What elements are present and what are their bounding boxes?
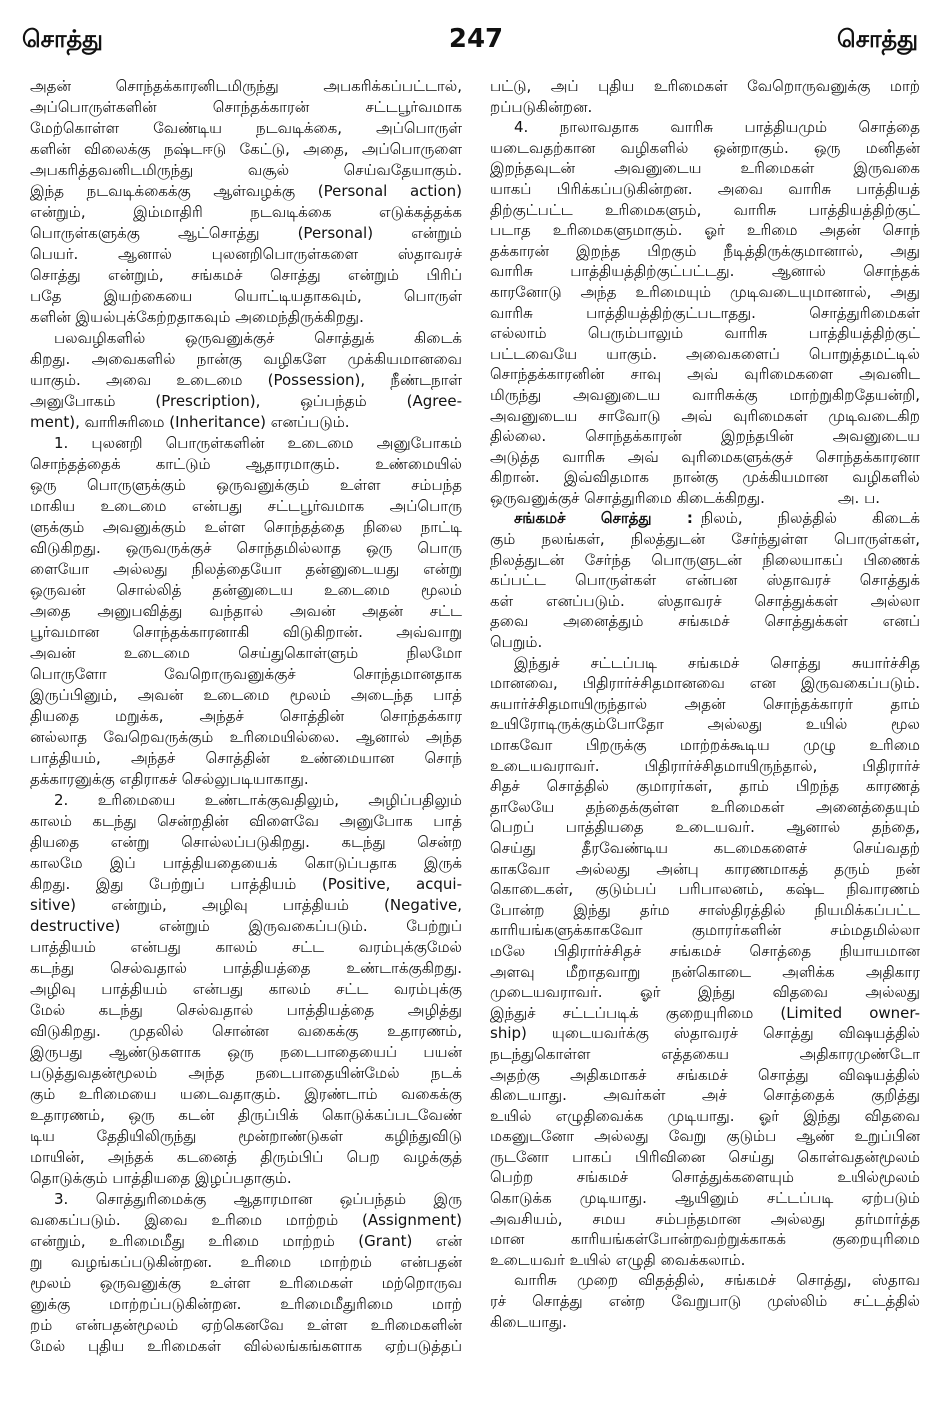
line-text: மகனுடனோ அல்லது வேறு குடும்ப ஆண் உறுப்பின xyxy=(490,1127,920,1146)
text-line xyxy=(30,475,462,496)
text-line xyxy=(490,323,920,344)
text-line xyxy=(30,1000,462,1021)
text-line xyxy=(30,97,462,118)
text-line xyxy=(490,508,920,529)
text-line xyxy=(490,241,920,262)
line-text: பொருள்களுக்கு ஆட்சொத்து (Personal) என்றும் xyxy=(30,224,462,242)
line-text: என்றும், இம்மாதிரி நடவடிக்கை எடுக்கத்தக்க xyxy=(30,203,462,221)
line-text: படுத்துவதன்மூலம் அந்த நடைபாதையின்மேல் நடக் xyxy=(30,1064,462,1082)
line-text: கிடையாது. அவர்கள் அச் சொத்தைக் குறித்து xyxy=(490,1086,920,1105)
text-line xyxy=(30,622,462,643)
running-head-left: சொத்து xyxy=(22,25,103,53)
line-text: ருடனோ பாகப் பிரிவினை செய்து கொள்வதன்மூலம் xyxy=(490,1147,920,1166)
line-text: மாகிய உடைமை என்பது சட்டபூர்வமாக அப்பொரு xyxy=(30,497,462,515)
text-line xyxy=(490,303,920,324)
text-line xyxy=(30,685,462,706)
text-line xyxy=(490,632,920,653)
line-text: காலமே இப் பாத்தியதையைக் கொடுப்பதாக இருக் xyxy=(30,854,462,872)
text-line xyxy=(490,941,920,962)
line-text: காரியங்களுக்காகவோ குமாரர்களின் சம்மதமில்லா xyxy=(490,921,920,940)
text-line xyxy=(30,1294,462,1315)
text-line xyxy=(30,643,462,664)
line-text: இந்த நடவடிக்கைக்கு ஆள்வழக்கு (Personal action) xyxy=(30,182,462,200)
text-line xyxy=(30,223,462,244)
text-line xyxy=(30,853,462,874)
line-text: றப்படுகின்றன. xyxy=(490,97,593,116)
line-text: விடுகிறது. ஒருவருக்குச் சொந்தமில்லாத ஒரு பொரு xyxy=(30,539,462,557)
line-text: பாத்தியம், அந்தச் சொத்தின் உண்மையான சொந் xyxy=(30,749,462,767)
text-line xyxy=(30,727,462,748)
text-line xyxy=(30,1252,462,1273)
line-text: மானவை, பிதிரார்ச்சிதமானவை என இருவகைப்படும். xyxy=(490,674,920,693)
line-text: செய்து தீரவேண்டிய கடமைகளைச் செய்வதற் xyxy=(490,838,920,857)
line-text: சொந்தத்தைக் காட்டும் ஆதாரமாகும். உண்மையில் xyxy=(30,455,462,473)
right-column xyxy=(490,76,920,1376)
line-text: வாரிசு முறை விதத்தில், சங்கமச் சொத்து, ஸ்தாவ xyxy=(514,1271,920,1290)
text-line xyxy=(30,664,462,685)
line-text: மாகவோ பிறருக்கு மாற்றக்கூடிய முழு உரிமை xyxy=(490,736,920,754)
line-text: மேல் கடந்து செல்வதால் பாத்தியத்தை அழித்து xyxy=(30,1001,462,1019)
line-text: மலே பிதிரார்ச்சிதச் சங்கமச் சொத்தை நியாயமான xyxy=(490,941,920,960)
line-text: 1. புலனறி பொருள்களின் உடைமை அனுபோகம் xyxy=(54,434,462,452)
text-line xyxy=(490,76,920,97)
line-text: வாரிசு பாத்தியத்திற்குட்படாதது. சொத்துரிமைகள் xyxy=(490,303,920,322)
paragraph xyxy=(490,117,920,508)
line-text: தாலேயே தந்தைக்குள்ள உரிமைகள் அனைத்தையும் xyxy=(490,797,920,816)
line-text: உடையவராவர். பிதிரார்ச்சிதமாயிருந்தால், பிதிரார்ச் xyxy=(490,756,920,775)
text-line xyxy=(30,748,462,769)
line-text: ஒரு பொருளுக்கும் ஒருவனுக்கும் உள்ள சம்பந்த xyxy=(30,476,462,494)
line-text: களின் இயல்புக்கேற்றதாகவும் அமைந்திருக்கிறது. xyxy=(30,308,364,326)
text-line xyxy=(490,817,920,838)
line-text: தவை அனைத்தும் சங்கமச் சொத்துக்கள் எனப் xyxy=(490,612,920,631)
paragraph xyxy=(490,653,920,1271)
line-text: தொடுக்கும் பாத்தியதை இழப்பதாகும். xyxy=(30,1169,292,1187)
line-text: உயில் எழுதிவைக்க முடியாது. ஓர் இந்து விதவை xyxy=(490,1106,920,1125)
text-line xyxy=(30,1147,462,1168)
text-line xyxy=(30,1336,462,1357)
text-line xyxy=(30,517,462,538)
text-line xyxy=(490,1065,920,1086)
text-line xyxy=(30,391,462,412)
text-line xyxy=(30,1021,462,1042)
text-line xyxy=(490,179,920,200)
line-text: வகைப்படும். இவை உரிமை மாற்றம் (Assignment) xyxy=(30,1211,462,1229)
text-line xyxy=(30,916,462,937)
text-line xyxy=(30,601,462,622)
text-line xyxy=(490,282,920,303)
text-line xyxy=(490,1023,920,1044)
line-text: தியதை என்று சொல்லப்படுகிறது. கடந்து சென்ற xyxy=(30,833,462,851)
line-text: அவசியம், சமய சம்பந்தமான அல்லது தர்மார்த்த xyxy=(490,1209,920,1228)
line-text: என்றும், உரிமைமீது உரிமை மாற்றம் (Grant) என் xyxy=(30,1232,462,1250)
line-text: கிறது. இது பேற்றுப் பாத்தியம் (Positive, acqui- xyxy=(30,875,462,893)
text-line xyxy=(30,706,462,727)
text-line xyxy=(490,364,920,385)
text-line xyxy=(490,1003,920,1024)
text-line xyxy=(490,1229,920,1250)
line-text: யடைவதற்கான வழிகளில் ஒன்றாகும். ஒரு மனிதன் xyxy=(490,138,920,157)
line-text: கிறான். இவ்விதமாக நான்கு முக்கியமான வழிகளில் xyxy=(490,468,920,487)
text-line xyxy=(490,570,920,591)
text-line xyxy=(30,370,462,391)
line-text: கிறது. அவைகளில் நான்கு வழிகளே முக்கியமானவை xyxy=(30,350,462,368)
text-line xyxy=(30,496,462,517)
text-line xyxy=(490,385,920,406)
text-line xyxy=(30,1084,462,1105)
text-line xyxy=(30,139,462,160)
line-text: அவன் உடைமை செய்துகொள்ளும் நிலமோ xyxy=(30,644,462,662)
line-text: இருபது ஆண்டுகளாக ஒரு நடைபாதையைப் பயன் xyxy=(30,1043,462,1061)
text-line xyxy=(30,580,462,601)
line-text: முடையவராவர். ஓர் இந்து விதவை அல்லது xyxy=(490,983,920,1002)
line-text: ளையோ அல்லது நிலத்தையோ தன்னுடையது என்று xyxy=(30,560,462,578)
line-text: யாகும். அவை உடைமை (Possession), நீண்டநாள் xyxy=(30,371,462,389)
line-text: அளவு மீறாதவாறு நன்கொடை அளிக்க அதிகார xyxy=(490,962,920,981)
line-text: படாத உரிமைகளுமாகும். ஓர் உரிமை அதன் சொந் xyxy=(490,221,920,240)
running-head-right: சொத்து xyxy=(837,25,918,53)
line-text: கொடைகள், குடும்பப் பரிபாலனம், கஷ்ட நிவாரணம் xyxy=(490,880,920,899)
paragraph xyxy=(490,1270,920,1332)
paragraph xyxy=(30,1189,462,1357)
text-line xyxy=(30,244,462,265)
text-line xyxy=(490,426,920,447)
line-text: மேற்கொள்ள வேண்டிய நடவடிக்கை, அப்பொருள் xyxy=(30,119,462,137)
line-text: களின் விலைக்கு நஷ்டஈடு கேட்டு, அதை, அப்பொருளை xyxy=(30,140,462,158)
line-text: நிலம், நிலத்தில் கிடைக் xyxy=(700,509,920,528)
text-line xyxy=(490,406,920,427)
text-line xyxy=(30,979,462,1000)
text-line xyxy=(490,714,920,735)
line-text: அழிவு பாத்தியம் என்பது காலம் சட்ட வரம்புக்கு xyxy=(30,980,462,998)
text-line xyxy=(30,895,462,916)
text-line xyxy=(490,447,920,468)
paragraph xyxy=(30,790,462,1189)
text-line xyxy=(490,550,920,571)
line-text: கப்பட்ட பொருள்கள் என்பன ஸ்தாவரச் சொத்துக் xyxy=(490,571,920,590)
text-line xyxy=(30,265,462,286)
text-line xyxy=(490,1167,920,1188)
line-text: உதாரணம், ஒரு கடன் திருப்பிக் கொடுக்கப்படவேண் xyxy=(30,1106,462,1124)
text-line xyxy=(30,1189,462,1210)
line-text: அதன் சொந்தக்காரனிடமிருந்து அபகரிக்கப்பட்டால், xyxy=(30,77,462,95)
text-line xyxy=(30,937,462,958)
text-line xyxy=(30,76,462,97)
line-text: கடந்து செல்வதால் பாத்தியத்தை உண்டாக்குகிறது. xyxy=(30,959,462,977)
text-line xyxy=(30,412,462,433)
text-line xyxy=(490,467,920,488)
text-line xyxy=(490,694,920,715)
line-text: வாரிசு பாத்தியத்திற்குட்பட்டது. ஆனால் சொந்தக் xyxy=(490,262,920,281)
text-line xyxy=(490,1085,920,1106)
line-text: பாத்தியம் என்பது காலம் சட்ட வரம்புக்குமேல் xyxy=(30,938,462,956)
line-text: அடுத்த வாரிசு அவ் வுரிமைகளுக்குச் சொந்தக்காரனா xyxy=(490,447,920,466)
line-text: அவனுடைய சாவோடு அவ் வுரிமைகள் முடிவடைகிற xyxy=(490,406,920,425)
text-line xyxy=(490,1312,920,1333)
text-line xyxy=(490,962,920,983)
line-text: மிருந்து அவனுடைய வாரிசுக்கு மாற்றுகிறதேயன்றி, xyxy=(490,385,920,404)
text-line xyxy=(490,97,920,118)
text-line xyxy=(490,776,920,797)
line-text: ளுக்கும் அவனுக்கும் உள்ள சொந்தத்தை நிலை நாட்டி xyxy=(30,518,462,536)
line-text: தில்லை. சொந்தக்காரன் இறந்தபின் அவனுடைய xyxy=(490,427,920,446)
text-line xyxy=(490,982,920,1003)
line-text: திற்குட்பட்ட உரிமைகளும், வாரிசு பாத்தியத்திற்குட் xyxy=(490,200,920,219)
text-line xyxy=(490,838,920,859)
line-text: பெற்ற சங்கமச் சொத்துக்களையும் உயில்மூலம் xyxy=(490,1168,920,1187)
line-text: போன்ற இந்து தர்ம சாஸ்திரத்தில் நியமிக்கப்பட்ட xyxy=(490,900,920,919)
line-text: இந்துச் சட்டப்படிக் குறையுரிமை (Limited owner- xyxy=(490,1003,920,1022)
text-line xyxy=(30,286,462,307)
text-line xyxy=(490,879,920,900)
line-text: று வழங்கப்படுகின்றன. உரிமை மாற்றம் என்பதன் xyxy=(30,1253,462,1271)
text-line xyxy=(30,1210,462,1231)
text-line xyxy=(30,1042,462,1063)
line-text: 3. சொத்துரிமைக்கு ஆதாரமான ஒப்பந்தம் இரு xyxy=(54,1190,462,1208)
line-text: கும் நலங்கள், நிலத்துடன் சேர்ந்துள்ள பொருள்கள், xyxy=(490,530,920,549)
text-line xyxy=(30,160,462,181)
left-column xyxy=(30,76,462,1376)
line-text: சிதச் சொத்தில் குமாரர்கள், தாம் பிறந்த காரணத் xyxy=(490,777,920,796)
author-initials: அ. ப. xyxy=(837,488,880,507)
text-line xyxy=(490,735,920,756)
text-line xyxy=(490,200,920,221)
line-text: கள் எனப்படும். ஸ்தாவரச் சொத்துக்கள் அல்லா xyxy=(490,591,920,610)
text-line xyxy=(490,220,920,241)
paragraph xyxy=(30,433,462,790)
text-line xyxy=(490,138,920,159)
line-text: ஒருவனுக்குச் சொத்துரிமை கிடைக்கிறது. xyxy=(490,488,765,507)
text-line xyxy=(490,673,920,694)
text-line xyxy=(490,1106,920,1127)
text-line xyxy=(30,1105,462,1126)
text-line xyxy=(30,307,462,328)
text-line xyxy=(30,181,462,202)
text-line xyxy=(490,1270,920,1291)
text-line xyxy=(30,454,462,475)
line-text: எல்லாம் பெரும்பாலும் வாரிசு பாத்தியத்திற்குட் xyxy=(490,324,920,343)
text-line xyxy=(490,1044,920,1065)
line-text: அதற்கு அதிகமாகச் சங்கமச் சொத்து விஷயத்தில் xyxy=(490,1065,920,1084)
text-line xyxy=(30,433,462,454)
text-line xyxy=(490,611,920,632)
text-line xyxy=(30,790,462,811)
line-text: றம் என்பதன்மூலம் ஏற்கெனவே உள்ள உரிமைகளின் xyxy=(30,1316,462,1334)
line-text: தக்காரனுக்கு எதிராகச் செல்லுபடியாகாது. xyxy=(30,770,309,788)
line-text: இறந்தவுடன் அவனுடைய உரிமைகள் இருவகை xyxy=(490,159,920,178)
text-line xyxy=(30,559,462,580)
text-line xyxy=(30,1231,462,1252)
line-text: பெயர். ஆனால் புலனறிபொருள்களை ஸ்தாவரச் xyxy=(30,245,462,263)
text-line xyxy=(490,756,920,777)
text-line xyxy=(30,1273,462,1294)
text-line xyxy=(30,1315,462,1336)
line-text: தியதை மறுக்க, அந்தச் சொத்தின் சொந்தக்கார xyxy=(30,707,462,725)
text-line xyxy=(490,117,920,138)
text-line xyxy=(490,344,920,365)
line-text: ரச் சொத்து என்ற வேறுபாடு முஸ்லிம் சட்டத்தில் xyxy=(490,1292,920,1311)
text-line xyxy=(30,202,462,223)
line-text: கிடையாது. xyxy=(490,1312,567,1331)
line-text: பெறப் பாத்தியதை உடையவர். ஆனால் தந்தை, xyxy=(490,818,920,837)
line-text: இந்துச் சட்டப்படி சங்கமச் சொத்து சுயார்ச்சித xyxy=(514,653,920,672)
paragraph xyxy=(490,508,920,652)
text-line xyxy=(30,538,462,559)
paragraph xyxy=(30,328,462,433)
line-text: இருப்பினும், அவன் உடைமை மூலம் அடைந்த பாத் xyxy=(30,686,462,704)
text-line xyxy=(30,811,462,832)
text-line xyxy=(490,1209,920,1230)
text-line xyxy=(490,1126,920,1147)
line-text: மூலம் ஒருவனுக்கு உள்ள உரிமைகள் மற்றொருவ xyxy=(30,1274,462,1292)
line-text: ment), வாரிசுரிமை (Inheritance) எனப்படும். xyxy=(30,413,350,431)
line-text: ஒருவன் சொல்லித் தன்னுடைய உடைமை மூலம் xyxy=(30,581,462,599)
line-text: மாயின், அந்தக் கடனைத் திரும்பிப் பெற வழக்குத் xyxy=(30,1148,462,1166)
line-text: மான காரியங்கள்போன்றவற்றுக்காகக் குறையுரிமை xyxy=(490,1230,920,1249)
line-text: அனுபோகம் (Prescription), ஒப்பந்தம் (Agree- xyxy=(30,392,462,410)
text-line xyxy=(490,591,920,612)
line-text: னுக்கு மாற்றப்படுகின்றன. உரிமைமீதுரிமை மாற் xyxy=(30,1295,462,1313)
text-line xyxy=(490,261,920,282)
line-text: உடையவர் உயில் எழுதி வைக்கலாம். xyxy=(490,1250,746,1269)
text-line xyxy=(490,1147,920,1168)
text-line xyxy=(490,653,920,674)
text-line xyxy=(490,797,920,818)
line-text: sitive) என்றும், அழிவு பாத்தியம் (Negative, xyxy=(30,896,462,914)
line-text: பட்டவையே யாகும். அவைகளைப் பொறுத்தமட்டில் xyxy=(490,344,920,363)
line-text: மேல் புதிய உரிமைகள் வில்லங்கங்களாக ஏற்படுத்தப் xyxy=(30,1337,462,1355)
line-text: நிலத்துடன் சேர்ந்த பொருளுடன் நிலையாகப் பிணைக் xyxy=(490,550,920,569)
text-line xyxy=(30,118,462,139)
line-text: யாகப் பிரிக்கப்படுகின்றன. அவை வாரிசு பாத்தியத் xyxy=(490,179,920,198)
line-text: சொந்தக்காரனின் சாவு அவ் வுரிமைகளை அவனிட xyxy=(490,365,920,384)
line-text: 4. நாலாவதாக வாரிசு பாத்தியமும் சொத்தை xyxy=(514,118,920,137)
text-line xyxy=(30,1168,462,1189)
paragraph xyxy=(490,76,920,117)
line-text: கும் உரிமையை யடைவதாகும். இரண்டாம் வகைக்கு xyxy=(30,1085,462,1103)
line-text: அபகரித்தவனிடமிருந்து வசூல் செய்வதேயாகும். xyxy=(30,161,462,179)
line-text: தக்காரன் இறந்த பிறகும் நீடித்திருக்குமானால், அது xyxy=(490,241,920,260)
text-line xyxy=(490,900,920,921)
text-line xyxy=(30,328,462,349)
line-text: சொத்து என்றும், சங்கமச் சொத்து என்றும் பிரிப் xyxy=(30,266,462,284)
line-text: உயிரோடிருக்கும்போதோ அல்லது உயில் மூல xyxy=(490,715,920,734)
text-line xyxy=(490,1250,920,1271)
section-heading: சங்கமச் சொத்து : xyxy=(514,509,693,528)
line-text: destructive) என்றும் இருவகைப்படும். பேற்றுப் xyxy=(30,917,462,935)
line-text: 2. உரிமையை உண்டாக்குவதிலும், அழிப்பதிலும் xyxy=(54,791,462,809)
line-text: பட்டு, அப் புதிய உரிமைகள் வேறொருவனுக்கு மாற் xyxy=(490,77,920,95)
line-text: டிய தேதியிலிருந்து மூன்றாண்டுகள் கழிந்துவிடு xyxy=(30,1127,462,1145)
text-line xyxy=(490,859,920,880)
line-text: அப்பொருள்களின் சொந்தக்காரன் சட்டபூர்வமாக xyxy=(30,98,462,116)
line-text: ship) யுடையவர்க்கு ஸ்தாவரச் சொத்து விஷயத்தில் xyxy=(490,1024,920,1043)
line-text: விடுகிறது. முதலில் சொன்ன வகைக்கு உதாரணம், xyxy=(30,1022,462,1040)
text-line xyxy=(490,1291,920,1312)
line-text: பலவழிகளில் ஒருவனுக்குச் சொத்துக் கிடைக் xyxy=(54,329,462,347)
text-line xyxy=(490,158,920,179)
line-text: சுயார்ச்சிதமாயிருந்தால் அதன் சொந்தக்காரர் தாம் xyxy=(490,694,920,713)
line-text: அதை அனுபவித்து வந்தால் அவன் அதன் சட்ட xyxy=(30,602,462,620)
text-line xyxy=(490,1188,920,1209)
text-line xyxy=(30,349,462,370)
text-line xyxy=(30,1126,462,1147)
text-line xyxy=(490,920,920,941)
line-text: காகவோ அல்லது அன்பு காரணமாகத் தரும் நன் xyxy=(490,859,920,878)
line-text: கொடுக்க முடியாது. ஆயினும் சட்டப்படி ஏற்படும் xyxy=(490,1189,920,1208)
line-text: பொருளோ வேறொருவனுக்குச் சொந்தமானதாக xyxy=(30,665,462,683)
line-text: காரனோடு அந்த உரிமையும் முடிவடையுமானால், அது xyxy=(490,282,920,301)
page-number: 247 xyxy=(448,24,504,54)
line-text: காலம் கடந்து சென்றதின் விளைவே அனுபோக பாத் xyxy=(30,812,462,830)
text-line xyxy=(30,769,462,790)
line-text: னல்லாத வேறெவருக்கும் உரிமையில்லை. ஆனால் அந்த xyxy=(30,728,462,746)
line-text: நடந்துகொள்ள எத்தகைய அதிகாரமுண்டோ xyxy=(490,1044,920,1063)
text-line xyxy=(30,874,462,895)
text-line xyxy=(490,529,920,550)
line-text: பெறும். xyxy=(490,633,543,652)
text-line xyxy=(30,1063,462,1084)
line-text: பூர்வமான சொந்தக்காரனாகி விடுகிறான். அவ்வாறு xyxy=(30,623,462,641)
text-line xyxy=(30,832,462,853)
text-line xyxy=(490,488,920,509)
paragraph xyxy=(30,76,462,328)
line-text: பதே இயற்கையை யொட்டியதாகவும், பொருள் xyxy=(30,287,462,305)
text-line xyxy=(30,958,462,979)
